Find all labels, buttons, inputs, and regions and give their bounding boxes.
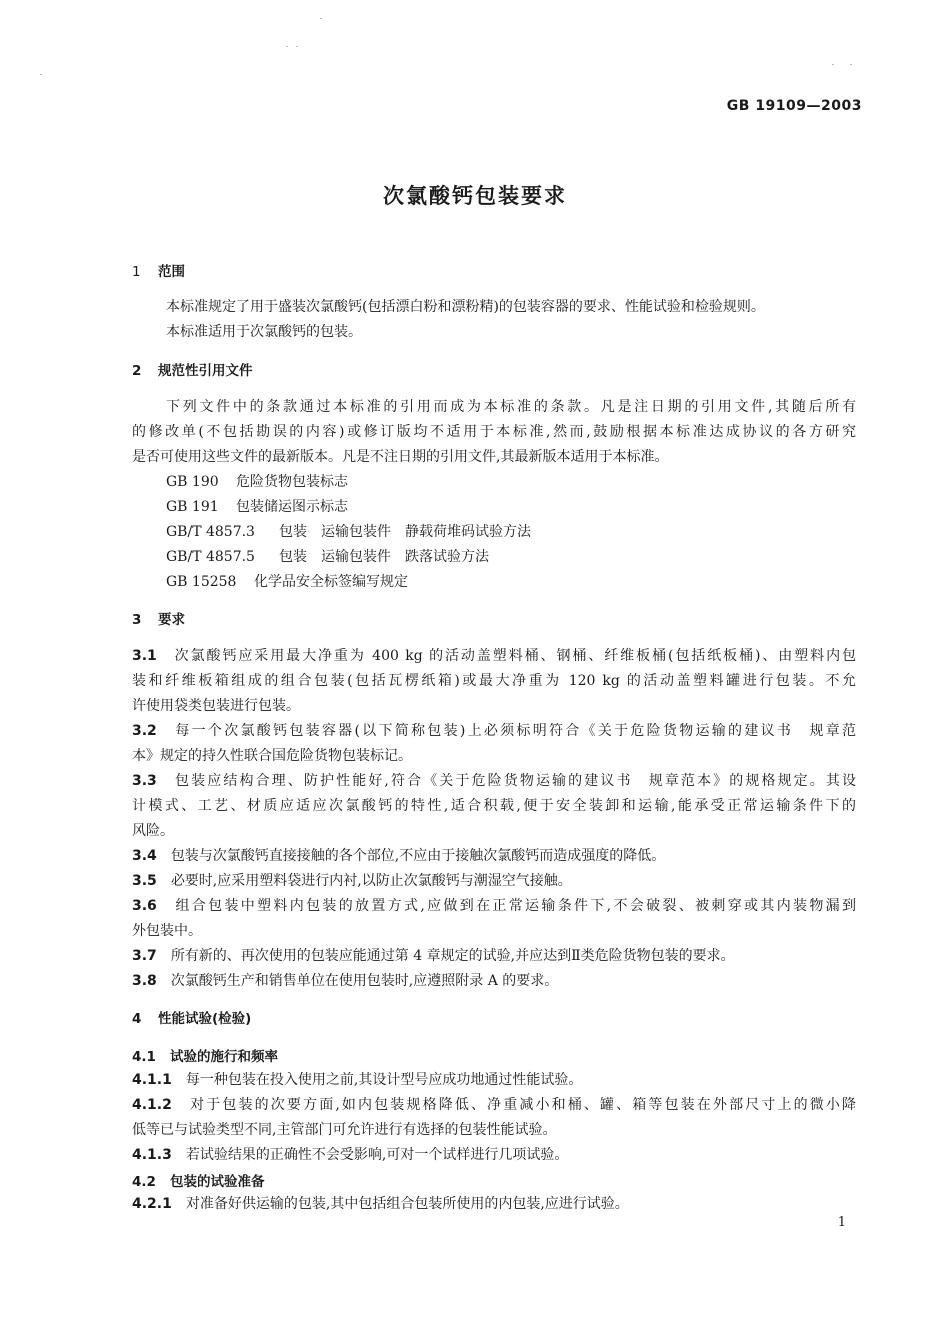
reference-code: GB 15258 [166, 574, 237, 590]
subsection-number: 4.1 [132, 1049, 156, 1065]
section-number: 2 [132, 363, 142, 379]
subsection-heading [132, 1045, 278, 1065]
clause-line [132, 844, 665, 869]
section-number: 1 [132, 264, 141, 280]
clause-number: 3.2 [132, 723, 157, 739]
clause-line [132, 719, 856, 744]
clause-text: 组合包装中塑料内包装的放置方式,应做到在正常运输条件下,不会破裂、被刺穿或其内装物漏到 [175, 898, 856, 914]
paragraph-line: 是否可使用这些文件的最新版本。凡是不注日期的引用文件,其最新版本适用于本标准。 [132, 449, 669, 465]
clause-line [132, 869, 572, 894]
subsection-number: 4.2 [132, 1174, 156, 1190]
scan-speck [40, 74, 42, 75]
clause-line [132, 969, 558, 994]
paragraph: 本标准规定了用于盛装次氯酸钙(包括漂白粉和漂粉精)的包装容器的要求、性能试验和检验规则。 [166, 299, 765, 315]
scan-speck [286, 46, 288, 47]
clause-number: 3.8 [132, 973, 157, 989]
clause-number: 4.1.2 [132, 1097, 172, 1113]
section-title: 要求 [158, 612, 185, 628]
section-title: 性能试验(检验) [158, 1011, 252, 1027]
clause-number: 3.3 [132, 773, 157, 789]
clause-text: 必要时,应采用塑料袋进行内衬,以防止次氯酸钙与潮湿空气接触。 [170, 873, 572, 889]
reference-code: GB 191 [166, 499, 219, 515]
clause-text: 次氯酸钙应采用最大净重为 400 kg 的活动盖塑料桶、钢桶、纤维板桶(包括纸板桶)、由塑料内包 [174, 648, 856, 664]
reference-title: 包装 运输包装件 跌落试验方法 [279, 549, 489, 565]
clause-number: 3.4 [132, 848, 157, 864]
reference-code: GB 190 [166, 474, 219, 490]
section-title: 规范性引用文件 [158, 363, 253, 379]
subsection-title: 试验的施行和频率 [170, 1049, 278, 1065]
reference-code: GB/T 4857.3 [166, 524, 255, 540]
scan-speck [320, 18, 322, 19]
clause-line: 装和纤维板箱组成的组合包装(包括瓦楞纸箱)或最大净重为 120 kg 的活动盖塑料罐进行包装。不允 [132, 673, 856, 689]
reference-title: 包装 运输包装件 静载荷堆码试验方法 [279, 524, 531, 540]
section-heading-scope [132, 260, 185, 280]
reference-code: GB/T 4857.5 [166, 549, 255, 565]
page-number: 1 [837, 1215, 846, 1230]
standard-code: GB 19109—2003 [726, 98, 862, 114]
subsection-heading [132, 1170, 265, 1190]
clause-line [132, 894, 856, 919]
reference-title: 危险货物包装标志 [236, 474, 348, 490]
clause-line [132, 1068, 582, 1093]
clause-line: 许使用袋类包装进行包装。 [132, 698, 300, 714]
clause-text: 所有新的、再次使用的包装应能通过第 4 章规定的试验,并应达到Ⅱ类危险货物包装的要求。 [170, 948, 735, 964]
clause-text: 每一个次氯酸钙包装容器(以下简称包装)上必须标明符合《关于危险货物运输的建议书 规章范 [175, 723, 857, 739]
clause-line: 本》规定的持久性联合国危险货物包装标记。 [132, 748, 412, 764]
clause-text: 若试验结果的正确性不会受影响,可对一个试样进行几项试验。 [185, 1147, 569, 1163]
subsection-title: 包装的试验准备 [170, 1174, 265, 1190]
page-title: 次氯酸钙包装要求 [383, 184, 567, 208]
clause-line: 计模式、工艺、材质应适应次氯酸钙的特性,适合积载,便于安全装卸和运输,能承受正常运输条件下的 [132, 798, 856, 814]
clause-line [132, 1093, 856, 1118]
scan-speck [296, 46, 298, 47]
clause-number: 4.1.1 [132, 1072, 172, 1088]
scan-speck [850, 64, 852, 65]
clause-text: 每一种包装在投入使用之前,其设计型号应成功地通过性能试验。 [185, 1072, 583, 1088]
paragraph: 本标准适用于次氯酸钙的包装。 [166, 324, 362, 340]
clause-number: 4.2.1 [132, 1196, 172, 1212]
clause-line [132, 944, 735, 969]
reference-item [166, 496, 348, 516]
section-title: 范围 [158, 264, 185, 280]
clause-text: 包装应结构合理、防护性能好,符合《关于危险货物运输的建议书 规章范本》的规格规定。其设 [175, 773, 856, 789]
clause-line: 外包装中。 [132, 923, 202, 939]
clause-number: 3.6 [132, 898, 157, 914]
section-number: 3 [132, 612, 142, 628]
reference-title: 化学品安全标签编写规定 [254, 574, 408, 590]
section-heading-references [132, 359, 253, 379]
reference-title: 包装储运图示标志 [236, 499, 348, 515]
section-heading-performance-test [132, 1007, 251, 1027]
section-number: 4 [132, 1011, 142, 1027]
clause-line: 低等已与试验类型不同,主管部门可允许进行有选择的包装性能试验。 [132, 1122, 557, 1138]
clause-number: 4.1.3 [132, 1147, 172, 1163]
clause-text: 包装与次氯酸钙直接接触的各个部位,不应由于接触次氯酸钙而造成强度的降低。 [170, 848, 666, 864]
clause-number: 3.7 [132, 948, 157, 964]
scan-speck [832, 64, 834, 65]
reference-item [166, 571, 408, 591]
clause-number: 3.1 [132, 648, 157, 664]
clause-number: 3.5 [132, 873, 157, 889]
reference-item [166, 471, 348, 491]
paragraph-line: 的修改单(不包括勘误的内容)或修订版均不适用于本标准,然而,鼓励根据本标准达成协议的各方研究 [132, 424, 856, 440]
clause-line [132, 769, 856, 794]
paragraph-line: 下列文件中的条款通过本标准的引用而成为本标准的条款。凡是注日期的引用文件,其随后所有 [166, 399, 856, 415]
clause-text: 对准备好供运输的包装,其中包括组合包装所使用的内包装,应进行试验。 [185, 1196, 629, 1212]
reference-item [166, 546, 489, 566]
reference-item [166, 521, 531, 541]
clause-line [132, 1143, 568, 1168]
clause-text: 对于包装的次要方面,如内包装规格降低、净重减小和桶、罐、箱等包装在外部尺寸上的微小降 [190, 1097, 856, 1113]
clause-line [132, 644, 856, 669]
clause-line [132, 1192, 629, 1217]
clause-text: 次氯酸钙生产和销售单位在使用包装时,应遵照附录 A 的要求。 [170, 973, 559, 989]
section-heading-requirements [132, 608, 185, 628]
clause-line: 风险。 [132, 823, 174, 839]
